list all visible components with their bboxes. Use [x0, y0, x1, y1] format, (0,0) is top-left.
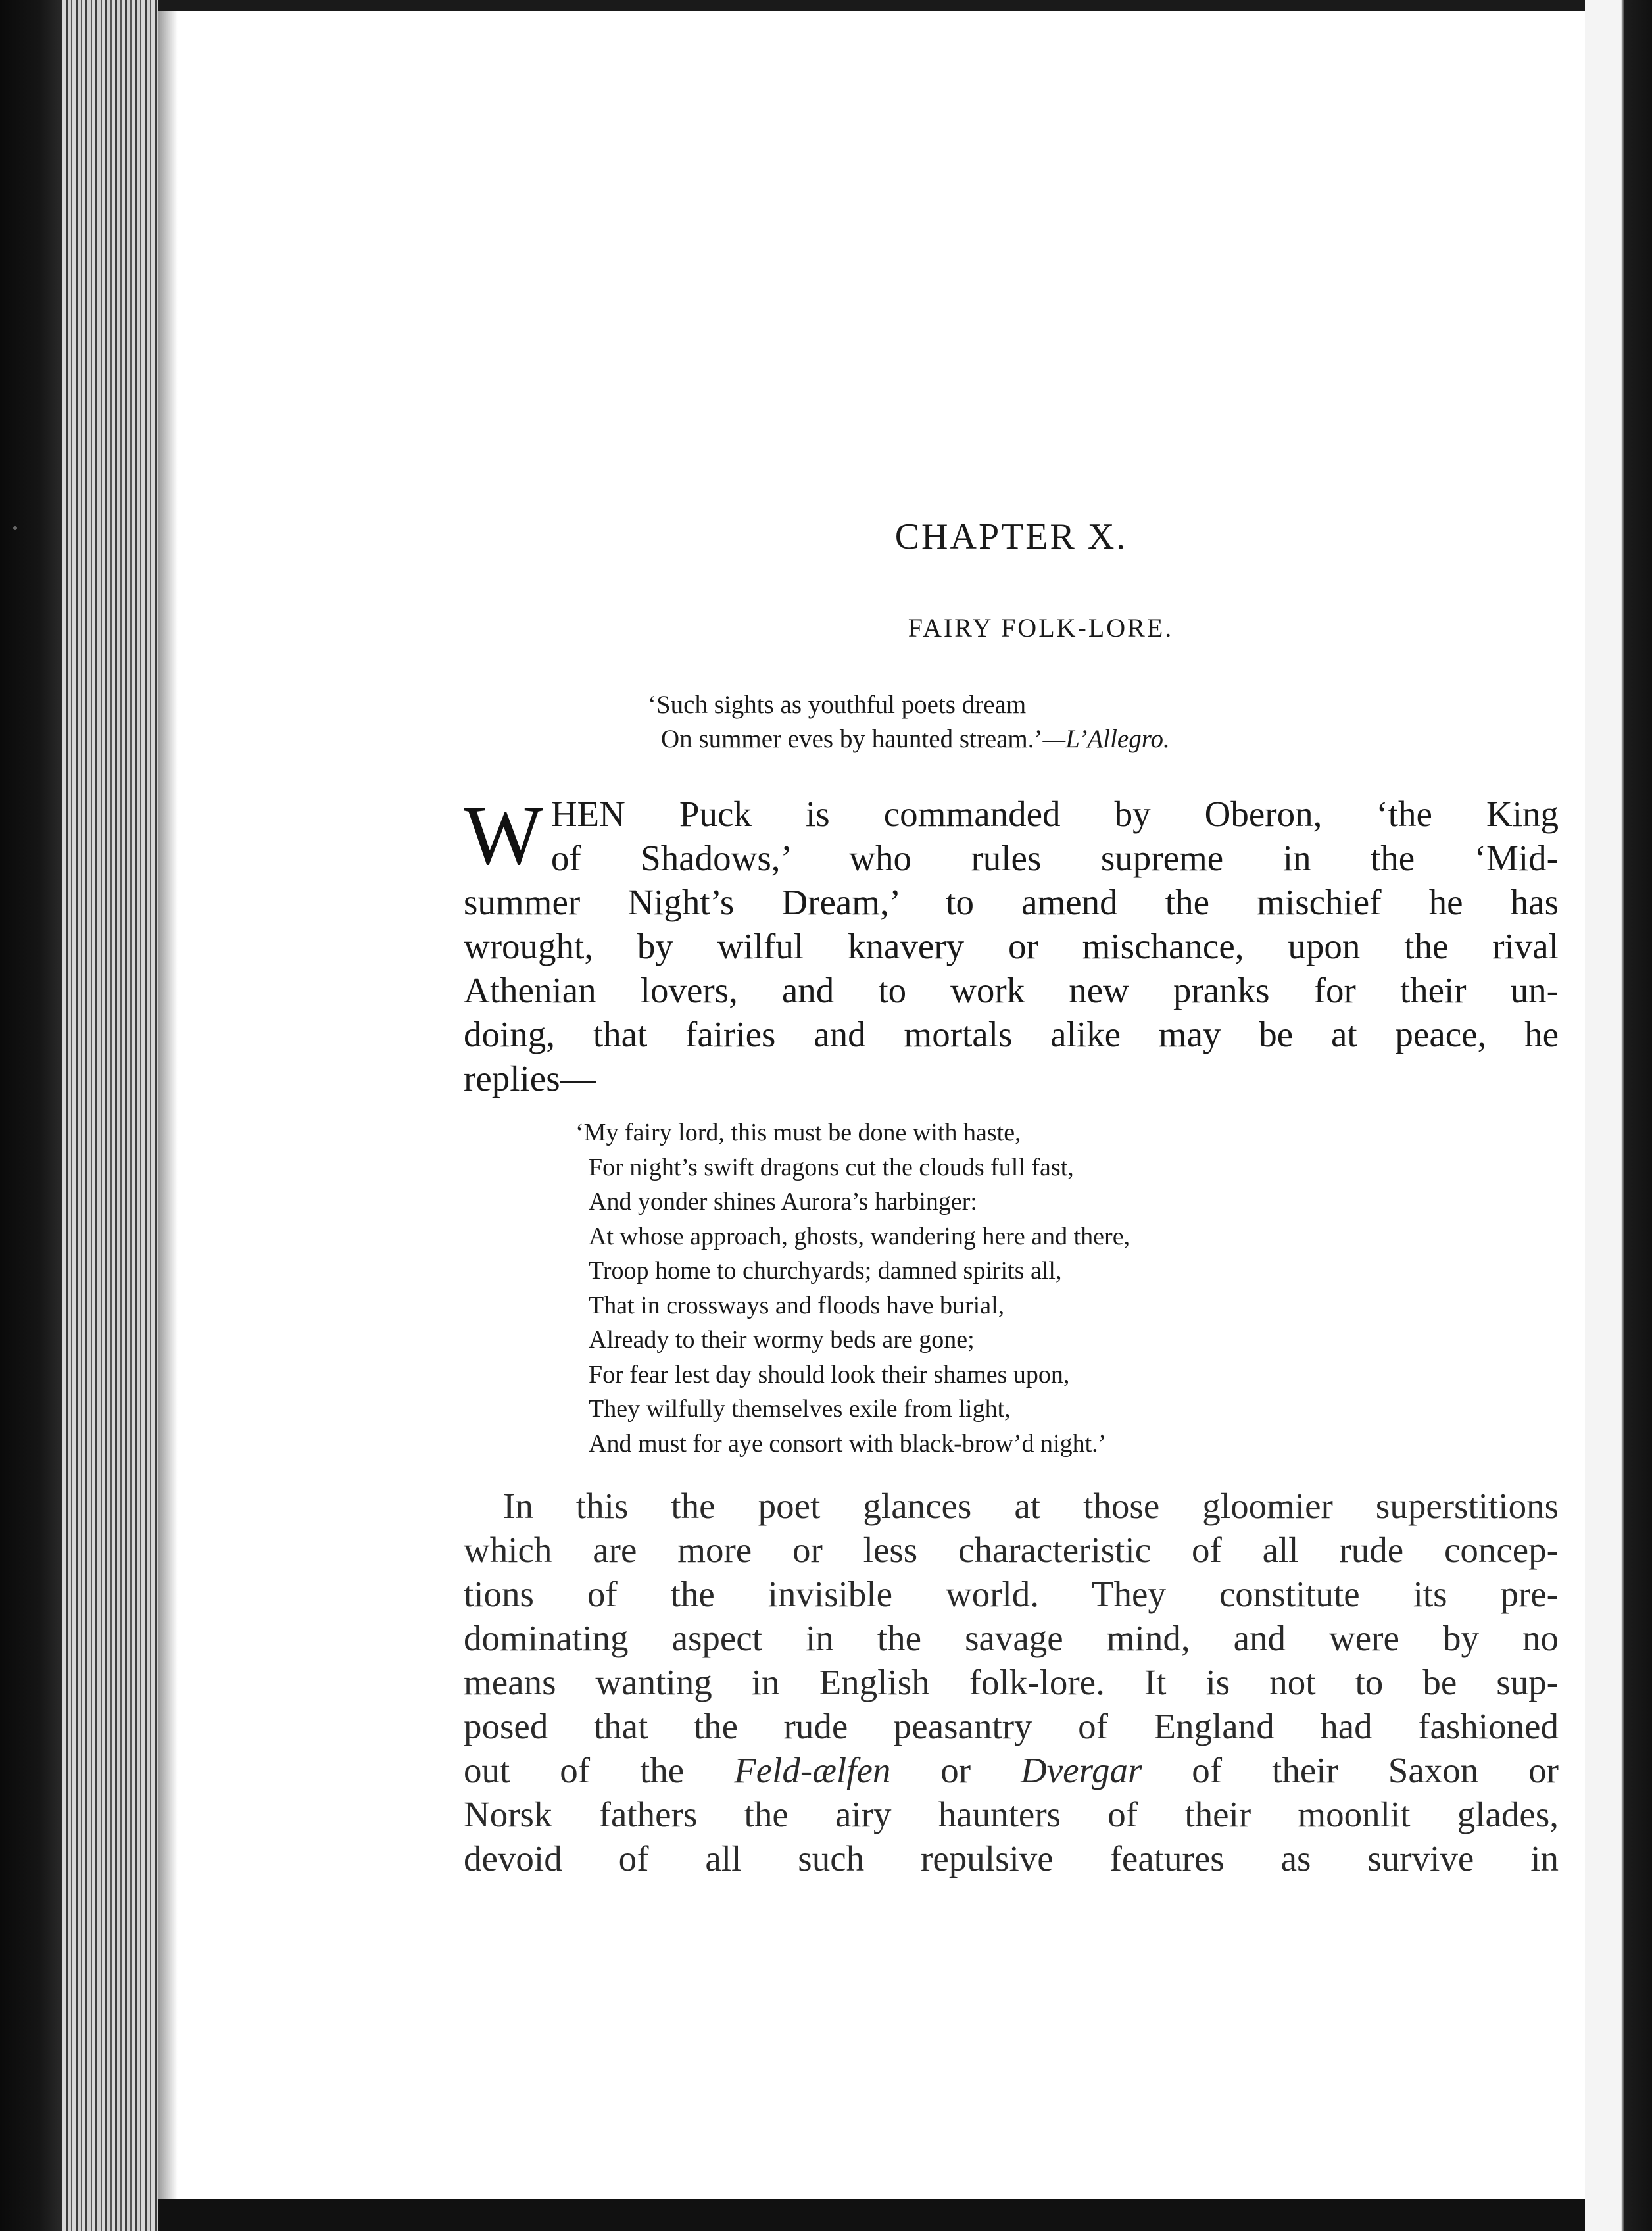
verse-line: Already to their wormy beds are gone;: [589, 1326, 975, 1354]
italic-term: Feld-ælfen: [734, 1750, 891, 1790]
chapter-subheading: [178, 612, 1568, 643]
epigraph-line: [648, 722, 1503, 756]
paragraph-line: posed that the rude peasantry of England had fashioned: [464, 1706, 1559, 1746]
paragraph-line: replies—: [464, 1058, 596, 1098]
page-body: [178, 11, 1568, 2199]
chapter-subheading-text: FAIRY FOLK-LORE.: [908, 613, 1174, 643]
paragraph-line: of Shadows,’ who rules supreme in the ‘Mid-: [550, 838, 1559, 878]
paragraph-line: [464, 1484, 1559, 1528]
bottom-scan-border: [158, 2199, 1631, 2231]
paragraph-line: Athenian lovers, and to work new pranks for their un-: [464, 970, 1559, 1010]
verse-line: ‘My fairy lord, this must be done with haste,: [575, 1119, 1021, 1146]
epigraph: [648, 688, 1503, 756]
right-scan-border: [1585, 0, 1652, 2231]
paragraph-line: devoid of all such repulsive features as survive in: [464, 1838, 1559, 1878]
paragraph-line: HEN Puck is commanded by Oberon, ‘the King: [550, 794, 1559, 834]
verse-line: For fear lest day should look their shames upon,: [589, 1360, 1070, 1388]
paragraph-line-text: In this the poet glances at those gloomier superstitions: [503, 1486, 1559, 1526]
verse-line: And must for aye consort with black-brow’d night.’: [589, 1429, 1107, 1458]
paragraph-line: tions of the invisible world. They constitute its pre-: [464, 1574, 1559, 1614]
chapter-heading: [178, 516, 1568, 558]
opening-paragraph: [464, 789, 1559, 1100]
paragraph-line: wrought, by wilful knavery or mischance, upon the rival: [464, 926, 1559, 966]
paragraph-line: Norsk fathers the airy haunters of their moonlit glades,: [464, 1794, 1559, 1834]
paragraph-text: of their Saxon or: [1142, 1750, 1559, 1790]
paragraph-line: which are more or less characteristic of all rude concep-: [464, 1530, 1559, 1570]
verse-quotation: [575, 1116, 1529, 1461]
second-paragraph: [464, 1484, 1559, 1880]
verse-line: Troop home to churchyards; damned spirits all,: [589, 1257, 1062, 1285]
paragraph-line: means wanting in English folk-lore. It is not to be sup-: [464, 1662, 1559, 1702]
gutter-shadow: [158, 0, 178, 2231]
stacked-page-edges: [62, 0, 158, 2231]
paragraph-text: out of the: [464, 1750, 735, 1790]
italic-term: Dvergar: [1021, 1750, 1142, 1790]
verse-line: That in crossways and floods have burial,: [589, 1291, 1005, 1319]
epigraph-line: ‘Such sights as youthful poets dream: [648, 691, 1027, 719]
paragraph-line: summer Night’s Dream,’ to amend the mischief he has: [464, 882, 1559, 922]
verse-line: And yonder shines Aurora’s harbinger:: [589, 1188, 977, 1215]
epigraph-source: —L’Allegro.: [1042, 725, 1170, 753]
chapter-heading-text: CHAPTER X.: [894, 516, 1128, 557]
top-scan-border: [158, 0, 1631, 11]
paragraph-line: dominating aspect in the savage mind, and were by no: [464, 1618, 1559, 1658]
book-binding-shadow: [0, 0, 62, 2231]
verse-line: For night’s swift dragons cut the clouds full fast,: [589, 1153, 1074, 1181]
epigraph-line-text: On summer eves by haunted stream.’: [661, 725, 1043, 753]
paragraph-line: doing, that fairies and mortals alike may be at peace, he: [464, 1014, 1559, 1054]
paragraph-line: [464, 1748, 1559, 1792]
paragraph-text: or: [890, 1750, 1021, 1790]
scan-speck: [13, 526, 17, 530]
verse-line: They wilfully themselves exile from light,: [589, 1395, 1011, 1423]
drop-cap: W: [464, 789, 543, 882]
verse-line: At whose approach, ghosts, wandering here and there,: [589, 1222, 1130, 1250]
